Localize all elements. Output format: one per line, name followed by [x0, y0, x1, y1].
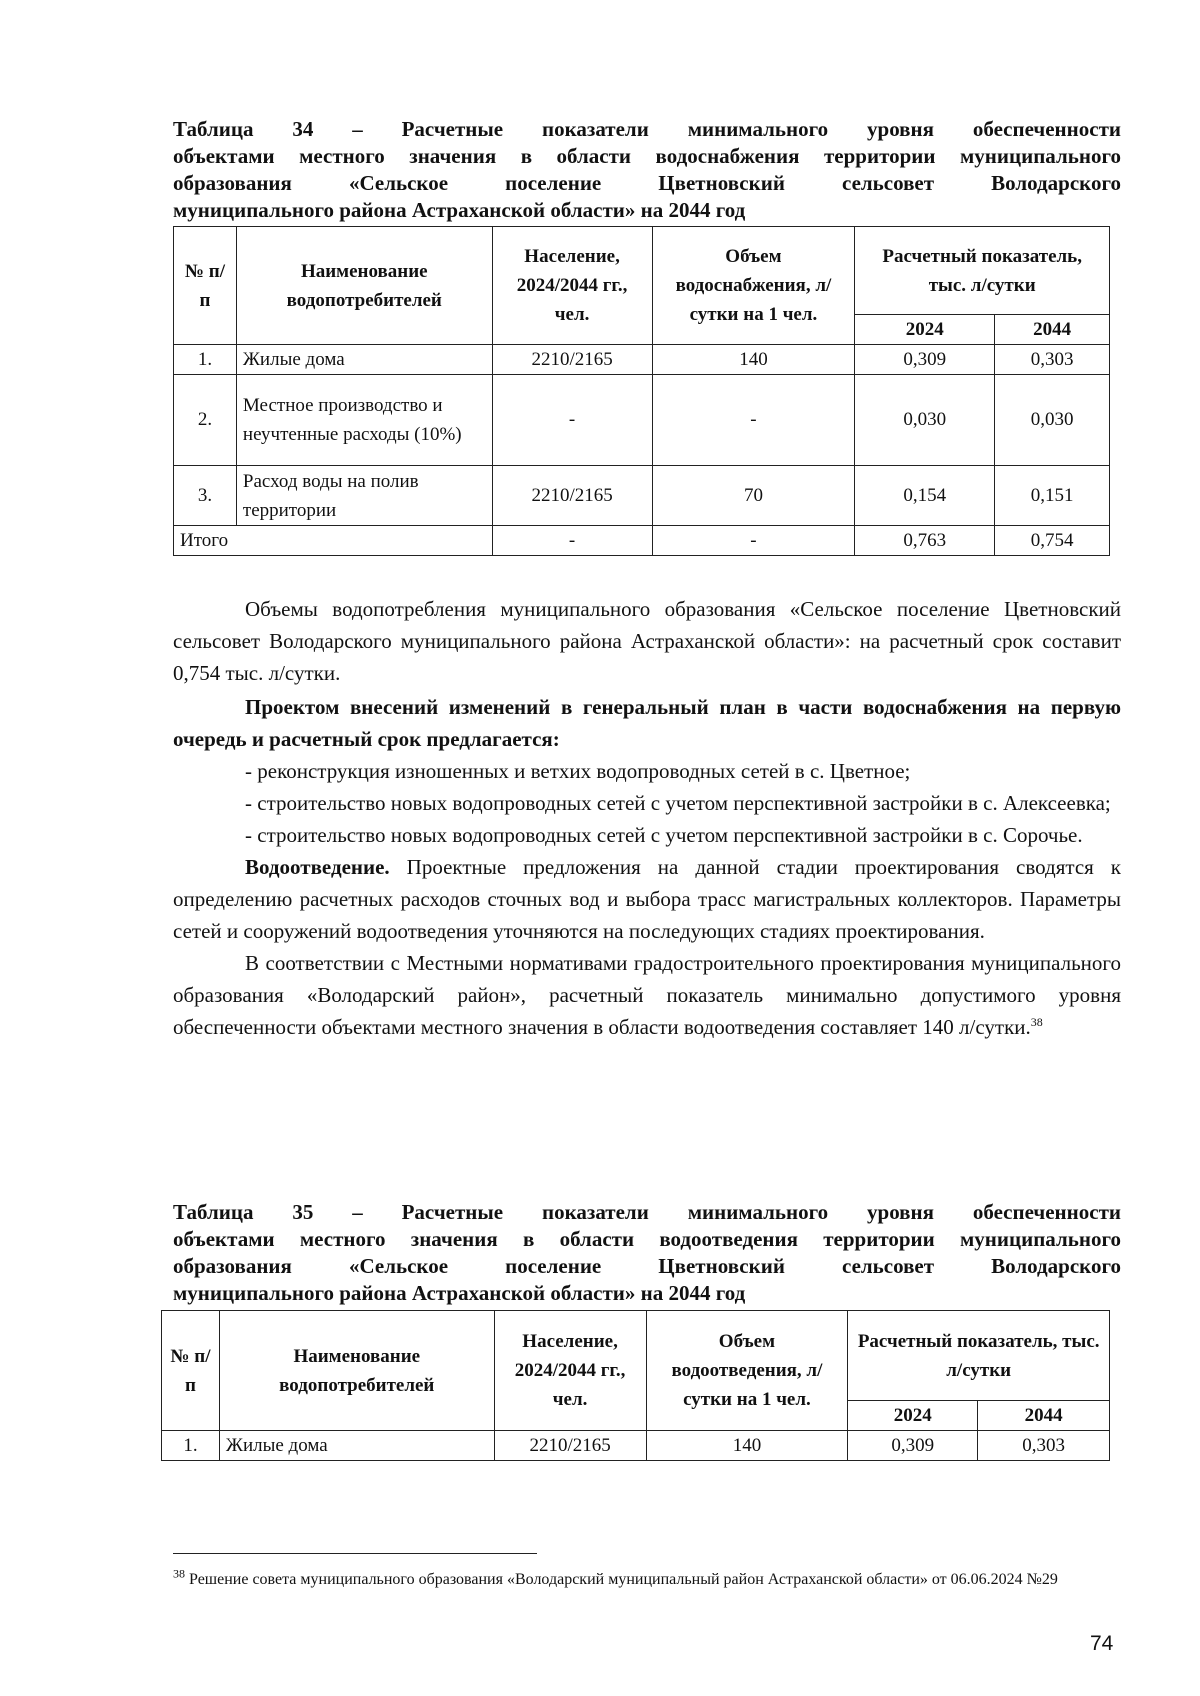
header-name: Наименование водопотребителей	[219, 1311, 494, 1431]
cell-2024: 0,309	[848, 1431, 978, 1461]
caption-line: объектами местного значения в области водоснабжения территории муниципального	[173, 144, 1121, 168]
table-34-caption	[173, 116, 1121, 224]
cell-num: 1.	[162, 1431, 220, 1461]
footnote-ref[interactable]: 38	[1030, 1015, 1043, 1029]
page-number: 74	[1090, 1632, 1114, 1655]
cell-population: 2210/2165	[494, 1431, 646, 1461]
paragraph-heading: Водоотведение.	[245, 855, 390, 879]
cell-2024: 0,309	[855, 345, 995, 375]
footnote	[173, 1568, 1121, 1592]
header-indicator: Расчетный показатель, тыс. л/сутки	[848, 1311, 1110, 1401]
caption-line: муниципального района Астраханской области» на 2044 год	[173, 1281, 746, 1305]
paragraph	[173, 851, 1121, 947]
header-population: Население, 2024/2044 гг., чел.	[494, 1311, 646, 1431]
header-year-2024: 2024	[848, 1401, 978, 1431]
caption-line: объектами местного значения в области водоотведения территории муниципального	[173, 1227, 1121, 1251]
table-total-row	[174, 526, 1110, 556]
bullet-item: - строительство новых водопроводных сетей с учетом перспективной застройки в с. Алексеевка;	[245, 791, 1111, 815]
header-year-2024: 2024	[855, 315, 995, 345]
cell-name: Жилые дома	[219, 1431, 494, 1461]
caption-line: образования «Сельское поселение Цветновский сельсовет Володарского	[173, 1254, 1121, 1278]
cell-2024: 0,030	[855, 375, 995, 466]
header-volume: Объем водоснабжения, л/сутки на 1 чел.	[652, 227, 855, 345]
cell-2044: 0,151	[995, 466, 1110, 526]
cell-num: 1.	[174, 345, 237, 375]
cell-name: Местное производство и неучтенные расходы (10%)	[236, 375, 492, 466]
footnote-separator	[173, 1553, 537, 1554]
cell-2044: 0,303	[995, 345, 1110, 375]
bullet-item: - реконструкция изношенных и ветхих водопроводных сетей в с. Цветное;	[245, 759, 911, 783]
header-year-2044: 2044	[995, 315, 1110, 345]
table-row	[174, 466, 1110, 526]
table-35	[161, 1310, 1110, 1461]
header-volume: Объем водоотведения, л/сутки на 1 чел.	[646, 1311, 848, 1431]
header-population: Население, 2024/2044 гг., чел.	[492, 227, 652, 345]
cell-volume: -	[652, 375, 855, 466]
paragraph	[173, 947, 1121, 1043]
cell-2024: 0,763	[855, 526, 995, 556]
header-num: № п/п	[174, 227, 237, 345]
cell-total-label: Итого	[174, 526, 493, 556]
cell-name: Расход воды на полив территории	[236, 466, 492, 526]
cell-2044: 0,754	[995, 526, 1110, 556]
footnote-mark: 38	[173, 1566, 185, 1581]
table-35-caption	[173, 1199, 1121, 1307]
body-text	[173, 593, 1121, 1043]
cell-num: 3.	[174, 466, 237, 526]
cell-volume: -	[652, 526, 855, 556]
paragraph-bold: Проектом внесений изменений в генеральный план в части водоснабжения на первую очередь и расчетный срок предлагается:	[173, 695, 1121, 751]
cell-volume: 70	[652, 466, 855, 526]
cell-population: -	[492, 375, 652, 466]
cell-population: 2210/2165	[492, 466, 652, 526]
cell-population: -	[492, 526, 652, 556]
table-row	[162, 1431, 1110, 1461]
caption-line: муниципального района Астраханской области» на 2044 год	[173, 198, 746, 222]
header-indicator: Расчетный показатель, тыс. л/сутки	[855, 227, 1110, 315]
cell-num: 2.	[174, 375, 237, 466]
cell-population: 2210/2165	[492, 345, 652, 375]
header-num: № п/п	[162, 1311, 220, 1431]
cell-2044: 0,303	[978, 1431, 1110, 1461]
bullet-item: - строительство новых водопроводных сетей с учетом перспективной застройки в с. Сорочье.	[245, 823, 1083, 847]
paragraph-text: В соответствии с Местными нормативами градостроительного проектирования муниципального образования «Володарский район», расчетный показатель минимально допустимого уровня обеспеченности объектами местного значения в области водоотведения составляет 140 л/сутки.	[173, 951, 1121, 1039]
cell-name: Жилые дома	[236, 345, 492, 375]
caption-line: Таблица 35 – Расчетные показатели минимального уровня обеспеченности	[173, 1200, 1121, 1224]
cell-volume: 140	[652, 345, 855, 375]
table-34	[173, 226, 1110, 556]
paragraph-text: Проектные предложения на данной стадии проектирования сводятся к определению расчетных расходов сточных вод и выбора трасс магистральных коллекторов. Параметры сетей и сооружений водоотведения уточняются на последующих стадиях проектирования.	[173, 855, 1121, 943]
footnote-text: Решение совета муниципального образования «Володарский муниципальный район Астраханской области» от 06.06.2024 №29	[185, 1571, 1058, 1588]
caption-line: Таблица 34 – Расчетные показатели минимального уровня обеспеченности	[173, 117, 1121, 141]
cell-2044: 0,030	[995, 375, 1110, 466]
paragraph: Объемы водопотребления муниципального образования «Сельское поселение Цветновский сельсовет Володарского муниципального района Астраханской области»: на расчетный срок составит 0,754 тыс. л/сутки.	[173, 597, 1121, 685]
table-row	[174, 345, 1110, 375]
header-year-2044: 2044	[978, 1401, 1110, 1431]
cell-volume: 140	[646, 1431, 848, 1461]
cell-2024: 0,154	[855, 466, 995, 526]
caption-line: образования «Сельское поселение Цветновский сельсовет Володарского	[173, 171, 1121, 195]
table-row	[174, 375, 1110, 466]
header-name: Наименование водопотребителей	[236, 227, 492, 345]
